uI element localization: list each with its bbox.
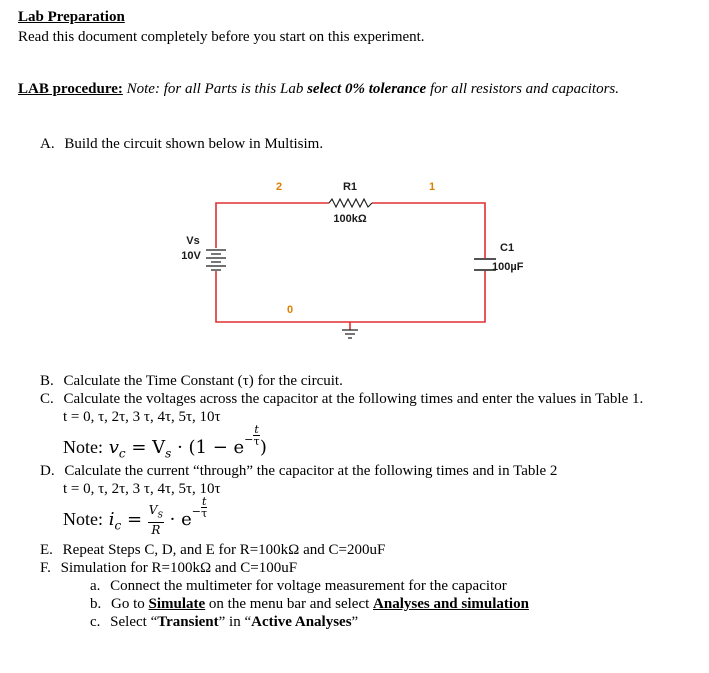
step-a-letter: A. <box>40 136 55 152</box>
step-d-text: Calculate the current “through” the capacitor at the following times and in Table 2 <box>64 463 558 479</box>
step-d-letter: D. <box>40 463 55 479</box>
substep-b-mid: on the menu bar and select <box>205 596 374 612</box>
substep-c-transient: Transient <box>157 614 219 630</box>
step-e <box>40 541 385 559</box>
r1-name: R1 <box>342 181 358 193</box>
formula-ic-dot: · e <box>163 509 192 530</box>
substep-c-mid: ” in “ <box>218 614 252 630</box>
substep-c <box>90 613 358 631</box>
node-1-label: 1 <box>428 181 436 193</box>
step-e-letter: E. <box>40 542 53 558</box>
procedure-note-suffix: for all resistors and capacitors. <box>426 81 620 97</box>
formula-ic-frac-num <box>148 503 164 523</box>
doc-subtitle: Read this document completely before you start on this experiment. <box>18 29 425 45</box>
step-c-times: t = 0, τ, 2τ, 3 τ, 4τ, 5τ, 10τ <box>63 409 221 425</box>
formula-vc-rest: · (1 − e <box>171 437 245 458</box>
formula-vc-close: ) <box>259 437 267 458</box>
substep-c-pre: Select “ <box>110 614 158 630</box>
formula-ic <box>63 496 207 540</box>
vs-name: Vs <box>186 235 200 247</box>
node-2-label: 2 <box>275 181 283 193</box>
step-f-letter: F. <box>40 560 51 576</box>
step-b-text: Calculate the Time Constant (τ) for the circuit. <box>63 373 343 389</box>
substep-c-active-analyses: Active Analyses <box>251 614 352 630</box>
formula-ic-exp-frac <box>201 496 207 519</box>
formula-vc-v: v <box>108 437 119 458</box>
simulate-menu-link: Simulate <box>148 596 206 612</box>
substep-b <box>90 595 529 613</box>
battery-vs <box>206 250 226 270</box>
wire-right-top <box>372 203 485 258</box>
formula-ic-exp-num: t <box>201 495 207 508</box>
formula-vc-eq: = V <box>125 437 166 458</box>
substep-c-post: ” <box>351 614 359 630</box>
procedure-note-prefix: Note: for all Parts is this Lab <box>126 81 308 97</box>
substep-b-pre: Go to <box>111 596 149 612</box>
step-e-text: Repeat Steps C, D, and E for R=100kΩ and C=200uF <box>62 542 386 558</box>
substep-a <box>90 577 507 595</box>
ground-icon <box>342 330 358 338</box>
node-0-label: 0 <box>286 304 294 316</box>
formula-vc-exponent: − <box>244 433 254 446</box>
step-c <box>40 390 643 408</box>
step-d-times: t = 0, τ, 2τ, 3 τ, 4τ, 5τ, 10τ <box>63 481 221 497</box>
formula-ic-frac-den: R <box>151 523 161 538</box>
formula-vc-exp-den: τ <box>253 435 260 448</box>
doc-title: Lab Preparation <box>18 9 125 25</box>
formula-ic-i: i <box>108 509 115 530</box>
c1-name: C1 <box>500 242 515 254</box>
procedure-label: LAB procedure: <box>18 81 123 97</box>
resistor-r1 <box>329 199 372 207</box>
procedure-note-bold: select 0% tolerance <box>307 81 427 97</box>
analyses-simulation-link: Analyses and simulation <box>373 596 529 612</box>
substep-a-text: Connect the multimeter for voltage measurement for the capacitor <box>110 578 507 594</box>
formula-vc-sub: c <box>118 446 126 461</box>
formula-ic-exp-den: τ <box>201 507 208 520</box>
substep-c-letter: c. <box>90 614 101 630</box>
vs-value: 10V <box>181 250 201 262</box>
formula-ic-minus: − <box>191 505 201 518</box>
wire-bottom <box>216 271 485 322</box>
substep-b-letter: b. <box>90 596 102 612</box>
formula-ic-frac-num-v: V <box>148 502 158 517</box>
r1-value: 100kΩ <box>333 213 367 225</box>
step-f <box>40 559 297 577</box>
step-a-text: Build the circuit shown below in Multisim. <box>64 136 324 152</box>
formula-ic-note: Note: <box>63 509 103 529</box>
c1-value: 100µF <box>492 261 524 273</box>
formula-vc-note: Note: <box>63 437 103 457</box>
wire-left-top <box>216 203 329 248</box>
formula-vc <box>63 424 267 464</box>
formula-vc-sub2: s <box>165 446 172 461</box>
substep-a-letter: a. <box>90 578 101 594</box>
step-b <box>40 372 343 390</box>
formula-ic-eq: = <box>121 509 148 530</box>
formula-ic-frac-num-sub: S <box>157 510 163 520</box>
formula-vc-exp-num: t <box>254 423 259 436</box>
formula-ic-frac <box>148 503 164 537</box>
step-c-text: Calculate the voltages across the capacitor at the following times and enter the values in Table 1. <box>63 391 644 407</box>
step-f-text: Simulation for R=100kΩ and C=100uF <box>60 560 298 576</box>
step-c-letter: C. <box>40 391 54 407</box>
formula-ic-sub: c <box>114 518 122 533</box>
step-b-letter: B. <box>40 373 54 389</box>
step-d <box>40 462 557 480</box>
